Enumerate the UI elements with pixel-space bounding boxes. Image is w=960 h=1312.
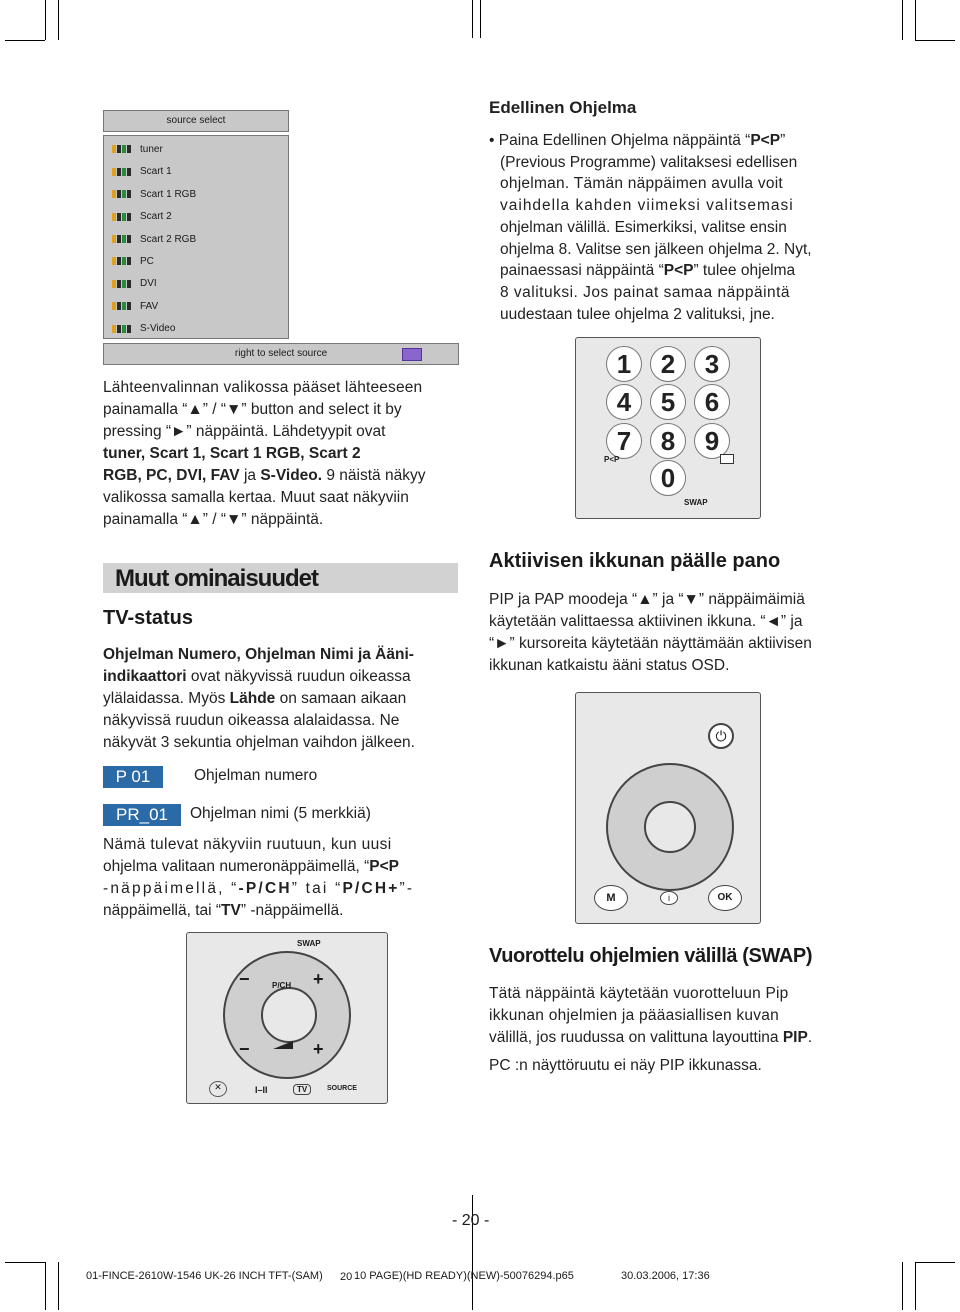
- menu-item[interactable]: [112, 185, 196, 205]
- text-line: ohjelma 8. Valitse sen jälkeen ohjelma 2. Nyt,: [500, 240, 812, 258]
- number-key[interactable]: 2: [650, 346, 686, 382]
- menu-item[interactable]: [112, 319, 175, 339]
- text-line: painamalla “▲” / “▼” näppäintä.: [103, 511, 324, 528]
- footer-date: 30.03.2006, 17:36: [621, 1270, 710, 1282]
- text-line: näkyvät 3 sekuntia ohjelman vaihdon jälkeen.: [103, 734, 415, 751]
- dpad-center: [261, 987, 317, 1043]
- text-line: näkyvissä ruudun oikeassa alalaidassa. Ne: [103, 712, 400, 729]
- text-line: vaihdella kahden viimeksi valitsemasi: [500, 197, 794, 215]
- section-header: [103, 563, 458, 593]
- text-fragment: P<P: [369, 858, 399, 875]
- text-line: ohjelman välillä. Esimerkiksi, valitse ensin: [500, 218, 787, 236]
- text-fragment: painaessasi näppäintä “: [500, 262, 664, 280]
- pch-label: P/CH: [272, 981, 292, 990]
- crop-mark: [915, 0, 916, 40]
- connector-icon: [112, 256, 132, 266]
- source-paragraph: [103, 377, 463, 531]
- text-line: valikossa samalla kertaa. Muut saat näkyviin: [103, 489, 409, 506]
- menu-item-label: DVI: [140, 278, 157, 290]
- minus-icon: −: [239, 1039, 250, 1059]
- volume-ramp-icon: [273, 1041, 293, 1049]
- text-line: “►” kursoreita käytetään näyttämään aktiivisen: [489, 635, 812, 652]
- tv-status-title: TV-status: [103, 607, 194, 629]
- text-line: [103, 900, 463, 922]
- language-label: I–II: [255, 1085, 268, 1095]
- text-fragment: PIP: [782, 1029, 808, 1046]
- crop-mark: [472, 0, 473, 38]
- text-fragment: ovat näkyvissä ruudun oikeassa: [186, 668, 411, 685]
- connector-icon: [112, 279, 132, 289]
- text-fragment: ”: [780, 132, 786, 149]
- connector-icon: [112, 324, 132, 334]
- number-key[interactable]: 6: [694, 384, 730, 420]
- crop-mark: [902, 0, 903, 40]
- menu-item[interactable]: [112, 230, 196, 250]
- program-number-badge: P 01: [103, 766, 163, 788]
- tv-status-paragraph: [103, 644, 463, 754]
- text-line: [103, 644, 463, 666]
- text-line: pressing “►” näppäintä. Lähdetyypit ovat: [103, 423, 386, 440]
- number-key[interactable]: 8: [650, 423, 686, 459]
- crop-mark: [5, 40, 45, 41]
- footer-page-number: 20: [340, 1271, 353, 1283]
- menu-item-label: Scart 1: [140, 166, 172, 178]
- connector-icon: [112, 189, 132, 199]
- minus-icon: −: [239, 969, 250, 989]
- text-line: [103, 443, 463, 465]
- text-fragment: ylälaidassa. Myös: [103, 690, 230, 707]
- text-fragment: on samaan aikaan: [275, 690, 407, 707]
- number-key[interactable]: 3: [694, 346, 730, 382]
- program-name-label: Ohjelman nimi (5 merkkiä): [190, 805, 371, 822]
- text-line: [489, 1027, 854, 1049]
- text-line: ikkunan katkaistu ääni status OSD.: [489, 657, 730, 674]
- section-title: Muut ominaisuudet: [115, 565, 318, 592]
- text-fragment: Ohjelman Numero, Ohjelman Nimi ja Ääni-: [103, 646, 414, 663]
- text-line: [103, 878, 463, 900]
- crop-mark: [45, 0, 46, 40]
- connector-icon: [112, 301, 132, 311]
- text-line: painamalla “▲” / “▼” button and select it by: [103, 401, 402, 418]
- remote-illustration-nav: [575, 692, 761, 924]
- menu-item-label: Scart 2: [140, 211, 172, 223]
- text-line: [489, 130, 854, 152]
- swap-title: Vuorottelu ohjelmien välillä (SWAP): [489, 945, 813, 967]
- text-line: PC :n näyttöruutu ei näy PIP ikkunassa.: [489, 1057, 762, 1074]
- crop-mark: [902, 1262, 903, 1310]
- menu-item[interactable]: [112, 297, 158, 317]
- text-line: [103, 666, 463, 688]
- text-line: PIP ja PAP moodeja “▲” ja “▼” näppäimäimiä: [489, 591, 805, 608]
- envelope-icon: [402, 348, 422, 361]
- source-types: tuner, Scart 1, Scart 1 RGB, Scart 2: [103, 445, 361, 462]
- text-fragment: 9 näistä näkyy: [322, 467, 426, 484]
- menu-hint: right to select source: [234, 348, 328, 359]
- text-line: 8 valituksi. Jos painat samaa näppäintä: [500, 283, 791, 301]
- text-line: (Previous Programme) valitaksesi edellisen: [500, 153, 798, 171]
- text-line: uudestaan tulee ohjelma 2 valituksi, jne.: [500, 305, 775, 323]
- menu-item-label: Scart 2 RGB: [140, 233, 197, 245]
- number-key[interactable]: 5: [650, 384, 686, 420]
- number-key[interactable]: 0: [650, 460, 686, 496]
- text-fragment: Lähde: [229, 690, 276, 707]
- text-fragment: ” tulee ohjelma: [693, 262, 796, 280]
- menu-hint-bar: [103, 343, 459, 365]
- text-line: [103, 856, 463, 878]
- menu-item-label: tuner: [140, 144, 163, 155]
- source-label: SOURCE: [327, 1085, 357, 1092]
- text-fragment: ”-: [399, 880, 415, 897]
- number-key[interactable]: 7: [606, 423, 642, 459]
- text-fragment: ohjelma valitaan numeronäppäimellä, “: [103, 858, 370, 875]
- text-fragment: ” -näppäimellä.: [240, 902, 344, 919]
- tv-button-label: TV: [293, 1084, 311, 1095]
- connector-icon: [112, 234, 132, 244]
- pip-icon: [720, 454, 734, 464]
- prev-program-title: Edellinen Ohjelma: [489, 98, 637, 117]
- text-line: Tätä näppäintä käytetään vuorotteluun Pip: [489, 985, 789, 1002]
- crop-mark: [915, 40, 955, 41]
- active-window-title: Aktiivisen ikkunan päälle pano: [489, 550, 781, 572]
- source-menu: [103, 135, 289, 339]
- crop-mark: [45, 1262, 46, 1310]
- text-line: ohjelman. Tämän näppäimen avulla voit: [500, 175, 783, 193]
- menu-item[interactable]: [112, 140, 163, 160]
- connector-icon: [112, 167, 132, 177]
- plus-icon: +: [313, 1039, 324, 1059]
- swap-paragraph: [489, 983, 854, 1077]
- text-line: Lähteenvalinnan valikossa pääset lähteeseen: [103, 379, 423, 396]
- text-line: ikkunan ohjelmien ja pääasiallisen kuvan: [489, 1007, 780, 1024]
- program-number-label: Ohjelman numero: [194, 767, 318, 784]
- menu-button-label: M: [606, 892, 616, 904]
- crop-mark: [915, 1262, 916, 1310]
- swap-label: SWAP: [684, 498, 708, 507]
- remote-illustration-pch: [186, 932, 388, 1104]
- menu-button: [594, 885, 628, 911]
- footer-filename-cont: 10 PAGE)(HD READY)(NEW)-50076294.p65: [354, 1270, 574, 1282]
- number-key[interactable]: 9: [694, 423, 730, 459]
- crop-mark: [58, 1262, 59, 1310]
- channel-paragraph: [103, 834, 463, 922]
- info-icon: i: [660, 891, 678, 905]
- number-key[interactable]: 1: [606, 346, 642, 382]
- page-number: - 20 -: [452, 1212, 490, 1229]
- text-fragment: • Paina Edellinen Ohjelma näppäintä “: [489, 132, 751, 149]
- crop-mark: [480, 0, 481, 38]
- text-fragment: välillä, jos ruudussa on valittuna layouttina: [489, 1029, 783, 1046]
- menu-title: source select: [103, 110, 289, 132]
- crop-mark: [915, 1262, 955, 1263]
- text-line: [103, 465, 463, 487]
- menu-item-label: S-Video: [140, 323, 176, 335]
- mute-icon: ✕: [209, 1081, 227, 1097]
- text-line: Nämä tulevat näkyviin ruutuun, kun uusi: [103, 836, 392, 853]
- text-fragment: P<P: [750, 132, 781, 149]
- source-types: S-Video.: [260, 467, 323, 484]
- text-fragment: -P/CH: [238, 880, 292, 897]
- power-icon: ⏻: [708, 723, 734, 749]
- plus-icon: +: [313, 969, 324, 989]
- text-fragment: ” tai “: [291, 880, 343, 897]
- text-line: [489, 260, 854, 282]
- prev-program-paragraph: [489, 130, 854, 325]
- remote-illustration-keypad: [575, 337, 761, 519]
- text-fragment: -näppäimellä, “: [103, 880, 239, 897]
- connector-icon: [112, 144, 132, 154]
- menu-item[interactable]: [112, 274, 157, 294]
- menu-item-label: FAV: [140, 300, 159, 312]
- text-line: käytetään valittaessa aktiivinen ikkuna. “◄” ja: [489, 613, 803, 630]
- ok-button: [708, 885, 742, 911]
- menu-item[interactable]: [112, 207, 172, 227]
- footer-filename: 01-FINCE-2610W-1546 UK-26 INCH TFT-(SAM): [86, 1270, 323, 1282]
- text-fragment: ja: [239, 467, 261, 484]
- text-fragment: P/CH+: [342, 880, 400, 897]
- program-name-badge: PR_01: [103, 804, 181, 826]
- menu-item-label: PC: [140, 256, 154, 267]
- nav-center: [644, 801, 696, 853]
- connector-icon: [112, 212, 132, 222]
- source-types: RGB, PC, DVI, FAV: [103, 467, 240, 484]
- menu-item[interactable]: [112, 162, 172, 182]
- text-fragment: .: [807, 1029, 813, 1046]
- number-key[interactable]: 4: [606, 384, 642, 420]
- active-window-paragraph: [489, 589, 854, 677]
- text-fragment: P<P: [663, 262, 694, 280]
- text-fragment: TV: [221, 902, 241, 919]
- crop-mark: [58, 0, 59, 40]
- text-fragment: näppäimellä, tai “: [103, 902, 222, 919]
- swap-label: SWAP: [297, 939, 321, 948]
- ok-button-label: OK: [717, 892, 733, 903]
- text-fragment: indikaattori: [103, 668, 187, 685]
- text-line: [103, 688, 463, 710]
- menu-item[interactable]: [112, 252, 154, 272]
- menu-item-label: Scart 1 RGB: [140, 188, 197, 200]
- crop-mark: [5, 1262, 45, 1263]
- prev-program-label: P<P: [604, 455, 620, 464]
